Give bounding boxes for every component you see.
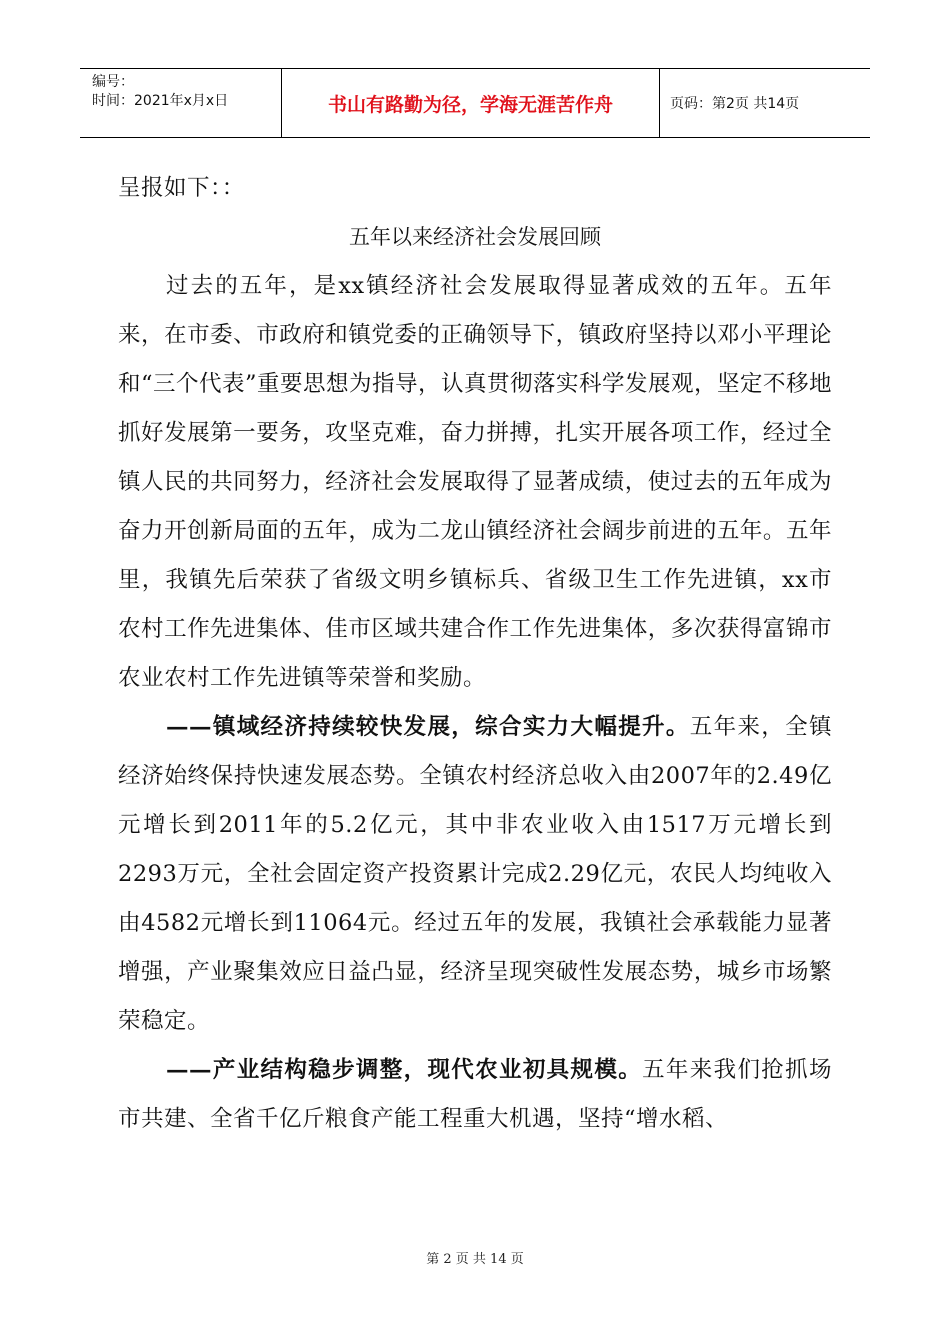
page-footer: 第 2 页 共 14 页: [426, 1252, 524, 1267]
page-header: [80, 68, 870, 138]
document-body: [118, 164, 832, 1144]
paragraph-industry-heading: ——产业结构稳步调整，现代农业初具规模。: [166, 1057, 643, 1083]
paragraph-economy-heading: ——镇域经济持续较快发展，综合实力大幅提升。: [166, 714, 690, 740]
document-date: 时间：2021年x月x日: [92, 93, 229, 109]
paragraph-economy-text: 五年来，全镇经济始终保持快速发展态势。全镇农村经济总收入由2007年的2.49亿元增长到2011年的5.2亿元，其中非农业收入由1517万元增长到2293万元，全社会固定资产投资累计完成2.29亿元，农民人均纯收入由4582元增长到11064元。经过五年的发展，我镇社会承载能力显著增强，产业聚集效应日益凸显，经济呈现突破性发展态势，城乡市场繁荣稳定。: [118, 714, 832, 1034]
section-title: 五年以来经济社会发展回顾: [349, 225, 601, 249]
paragraph-industry-text: 五年来我们抢抓场市共建、全省千亿斤粮食产能工程重大机遇，坚持“增水稻、: [118, 1057, 832, 1132]
document-number-label: 编号：: [92, 74, 134, 90]
paragraph-review: 过去的五年，是xx镇经济社会发展取得显著成效的五年。五年来，在市委、市政府和镇党委的正确领导下，镇政府坚持以邓小平理论和“三个代表”重要思想为指导，认真贯彻落实科学发展观，坚定不移地抓好发展第一要务，攻坚克难，奋力拼搏，扎实开展各项工作，经过全镇人民的共同努力，经济社会发展取得了显著成绩，使过去的五年成为奋力开创新局面的五年，成为二龙山镇经济社会阔步前进的五年。五年里，我镇先后荣获了省级文明乡镇标兵、省级卫生工作先进镇，xx市农村工作先进集体、佳市区域共建合作工作先进集体，多次获得富锦市农业农村工作先进镇等荣誉和奖励。: [118, 273, 833, 691]
opening-line: 呈报如下：：: [118, 175, 245, 201]
paragraph-industry: [118, 1046, 832, 1144]
header-meta: [80, 69, 282, 137]
paragraph-economy: [118, 703, 832, 1046]
header-motto: 书山有路勤为径，学海无涯苦作舟: [282, 69, 660, 137]
header-page-info: 页码：第2页 共14页: [670, 96, 800, 112]
